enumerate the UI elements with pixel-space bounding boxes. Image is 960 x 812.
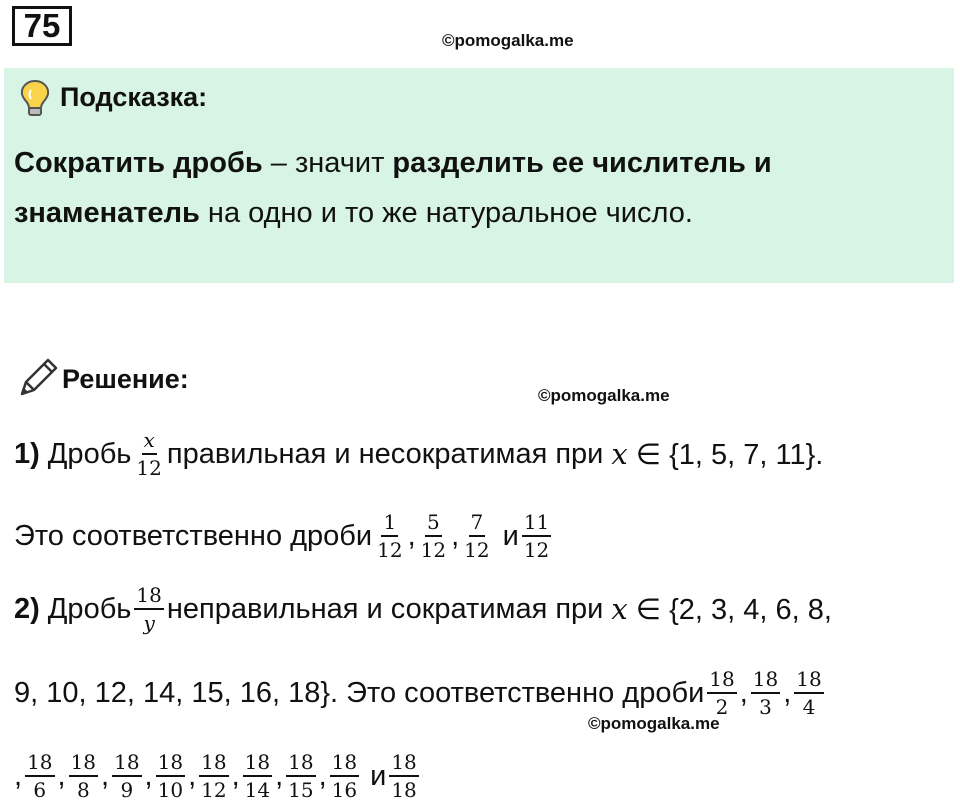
fraction	[69, 752, 98, 800]
numerator: 11	[522, 512, 551, 537]
separator: ,	[739, 676, 748, 709]
numerator: 18	[112, 752, 141, 777]
fraction	[134, 585, 163, 633]
denominator: 12	[136, 456, 162, 480]
denominator: 12	[523, 538, 550, 562]
denominator: 12	[201, 778, 227, 802]
text: 9, 10, 12, 14, 15, 16, 18}. Это соответственно дроби	[14, 676, 705, 709]
fraction	[522, 512, 551, 560]
solution-line-3	[14, 578, 832, 640]
hint-bold: разделить ее числитель и	[392, 147, 772, 179]
fraction	[112, 752, 141, 800]
fraction	[794, 669, 823, 717]
solution-line-2	[14, 506, 554, 566]
hint-line-1	[14, 147, 772, 180]
denominator: y	[143, 611, 155, 635]
denominator: 6	[33, 778, 47, 802]
hint-bold-2: знаменатель	[14, 197, 200, 229]
separator: ,	[14, 759, 23, 792]
solution-line-5	[14, 744, 422, 808]
separator: ,	[57, 759, 66, 792]
denominator: 15	[288, 778, 314, 802]
fraction	[375, 512, 404, 560]
set-text: ∈ {2, 3, 4, 6, 8,	[635, 593, 832, 626]
fraction	[419, 512, 448, 560]
numerator: 18	[794, 669, 823, 694]
numerator: 18	[243, 752, 272, 777]
separator: ,	[407, 519, 416, 552]
numerator: 18	[156, 752, 185, 777]
numerator: 18	[69, 752, 98, 777]
denominator: 12	[420, 538, 447, 562]
numerator: 18	[134, 585, 163, 610]
denominator: 10	[157, 778, 184, 802]
denominator: 14	[244, 778, 271, 802]
problem-number: 75	[12, 6, 72, 46]
text: неправильная и сократимая при	[166, 592, 604, 625]
fraction	[199, 752, 228, 800]
hint-line-2	[14, 197, 693, 230]
set-text: ∈ {1, 5, 7, 11}.	[635, 438, 824, 471]
separator: ,	[275, 759, 284, 792]
solution-line-1	[14, 424, 823, 484]
solution-title: Решение:	[62, 364, 189, 394]
text: Это соответственно дроби	[14, 519, 373, 552]
numerator: 18	[199, 752, 228, 777]
denominator: 8	[76, 778, 90, 802]
fraction	[389, 752, 418, 800]
separator: ,	[188, 759, 197, 792]
fraction	[25, 752, 54, 800]
fraction	[751, 669, 780, 717]
fraction	[330, 752, 359, 800]
separator: ,	[783, 676, 792, 709]
pencil-icon	[16, 356, 60, 400]
watermark: ©pomogalka.me	[442, 31, 574, 50]
item-label-2: 2)	[14, 592, 40, 625]
numerator: 1	[381, 512, 398, 537]
fraction	[156, 752, 185, 800]
separator: ,	[101, 759, 110, 792]
fraction	[243, 752, 272, 800]
numerator: 18	[751, 669, 780, 694]
hint-title: Подсказка:	[60, 82, 208, 112]
numerator: 18	[25, 752, 54, 777]
numerator: 18	[707, 669, 736, 694]
numerator: 18	[330, 752, 359, 777]
separator: ,	[144, 759, 153, 792]
text: Дробь	[47, 437, 132, 470]
item-label-1: 1)	[14, 437, 40, 470]
denominator: 16	[331, 778, 358, 802]
watermark-2: ©pomogalka.me	[538, 386, 670, 405]
text: Дробь	[47, 592, 132, 625]
separator: ,	[451, 519, 460, 552]
denominator: 4	[802, 695, 816, 719]
numerator: 18	[389, 752, 418, 777]
variable: x	[611, 437, 628, 471]
numerator: 5	[425, 512, 442, 537]
hint-text-2: на одно и то же натуральное число.	[199, 197, 693, 229]
separator: ,	[318, 759, 327, 792]
denominator: 18	[391, 778, 417, 802]
numerator: 18	[286, 752, 315, 777]
denominator: 2	[715, 695, 729, 719]
hint-term: Сократить дробь	[14, 147, 263, 179]
watermark-3: ©pomogalka.me	[588, 714, 720, 733]
text: правильная и несократимая при	[166, 437, 604, 470]
denominator: 12	[464, 538, 490, 562]
separator: ,	[231, 759, 240, 792]
fraction	[707, 669, 736, 717]
numerator: 7	[469, 512, 486, 537]
fraction	[286, 752, 315, 800]
conjunction: и	[502, 519, 519, 552]
variable: x	[611, 592, 628, 626]
denominator: 12	[377, 538, 403, 562]
fraction	[462, 512, 491, 560]
conjunction: и	[370, 759, 387, 792]
numerator: x	[142, 430, 157, 455]
lightbulb-icon	[18, 78, 52, 118]
hint-text: – значит	[262, 147, 393, 179]
denominator: 3	[759, 695, 772, 719]
fraction	[134, 430, 163, 478]
denominator: 9	[120, 778, 134, 802]
